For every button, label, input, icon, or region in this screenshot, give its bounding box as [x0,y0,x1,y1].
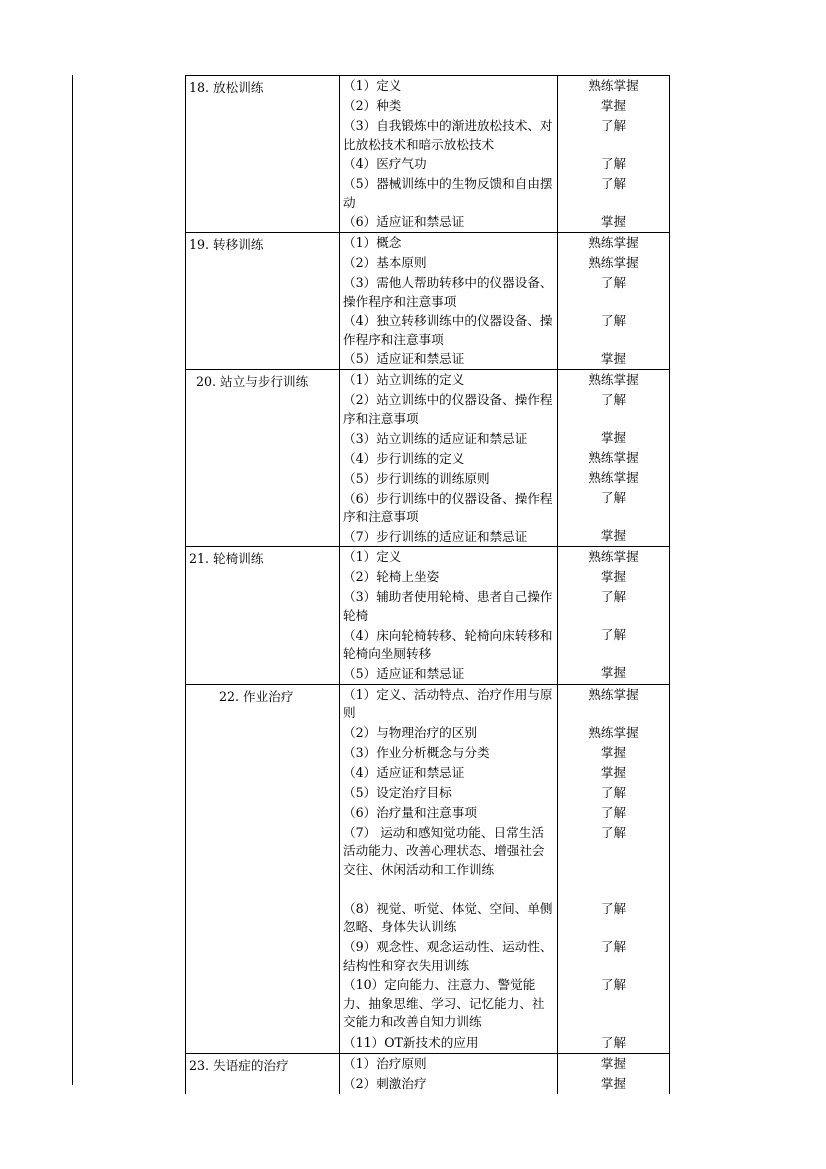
topic-cell [186,1053,340,1094]
requirement-level: 了解 [600,976,627,992]
content-item [340,253,557,273]
content-item [340,311,557,349]
topic-title: 23. 失语症的治疗 [189,1057,289,1073]
requirement-level: 掌握 [600,764,627,780]
content-item-text: （1）概念 [343,234,402,250]
topic-title: 20. 站立与步行训练 [196,374,309,390]
content-item [340,723,557,743]
requirement-level: 熟练掌握 [588,78,639,93]
content-item [340,76,557,96]
topic-cell [186,232,340,369]
content-item-text: （1）定义 [343,78,402,93]
requirement-level: 掌握 [600,1055,627,1071]
content-item-text: （1）站立训练的定义 [343,372,465,388]
content-item-text: （6）步行训练中的仪器设备、操作程序和注意事项 [343,490,553,525]
requirement-cell [558,370,670,547]
requirement-level: 掌握 [600,98,627,113]
content-item-text: （2）轮椅上坐姿 [343,569,440,585]
requirement-level: 了解 [600,274,627,290]
content-cell [340,1053,558,1094]
requirement-level: 掌握 [600,350,627,366]
content-item [340,975,557,1033]
topic-title: 21. 轮椅训练 [189,551,264,567]
requirement-level: 掌握 [600,528,627,544]
content-item-text: （3）自我锻炼中的渐进放松技术、对比放松技术和暗示放松技术 [343,118,553,152]
requirement-cell [558,547,670,684]
requirement-cell [558,684,670,1053]
syllabus-table-body [186,76,670,1094]
content-item-text: （4）医疗气功 [343,156,427,172]
content-cell [340,370,558,547]
content-item-text: （4）步行训练的定义 [343,450,465,466]
section-row [186,547,670,684]
section-row [186,370,670,547]
content-item [340,174,557,212]
content-item [340,349,557,369]
topic-cell [186,547,340,684]
requirement-level: 了解 [600,312,627,328]
requirement-cell [558,76,670,233]
content-item [340,489,557,527]
requirement-level: 掌握 [600,569,627,585]
requirement-level: 了解 [600,176,627,191]
content-item-text: （1）定义、活动特点、治疗作用与原则 [343,686,553,721]
content-item [340,937,557,975]
requirement-level: 熟练掌握 [588,254,639,270]
content-item-text: （5）适应证和禁忌证 [343,351,465,367]
content-item [340,664,557,684]
content-item [340,429,557,449]
requirement-level: 了解 [600,490,627,506]
content-item [340,233,557,253]
content-item-text: （5）设定治疗目标 [343,784,452,800]
requirement-level: 掌握 [600,744,627,760]
requirement-level: 掌握 [600,214,627,229]
content-item-text: （4）独立转移训练中的仪器设备、操作程序和注意事项 [343,313,553,347]
content-item [340,803,557,823]
topic-cell [186,684,340,1053]
topic-title: 19. 转移训练 [189,236,264,252]
requirement-level: 了解 [600,900,627,916]
content-item [340,626,557,664]
content-item-text: （1）定义 [343,549,402,565]
content-item-text: （2）与物理治疗的区别 [343,724,477,740]
content-item [340,212,557,232]
requirement-level: 了解 [600,156,627,171]
content-item [340,273,557,311]
requirement-level: 了解 [600,824,627,840]
section-row [186,684,670,1053]
content-item-text: （6）治疗量和注意事项 [343,804,477,820]
content-item [340,685,557,723]
section-row [186,232,670,369]
requirement-level: 熟练掌握 [588,372,639,388]
content-item [340,587,557,625]
content-item [340,96,557,116]
content-item [340,449,557,469]
content-item [340,1033,557,1053]
content-item [340,1074,557,1094]
content-item-text: （7） 运动和感知觉功能、日常生活活动能力、改善心理状态、增强社会交往、休闲活动和工作训练 [343,824,545,878]
content-item-text: （4）床向轮椅转移、轮椅向床转移和轮椅向坐厕转移 [343,627,553,662]
requirement-level: 熟练掌握 [588,450,639,466]
requirement-cell [558,1053,670,1094]
content-item [340,823,557,899]
content-item-text: （9）观念性、观念运动性、运动性、结构性和穿衣失用训练 [343,939,553,973]
requirement-level: 熟练掌握 [588,470,639,486]
content-item [340,116,557,154]
requirement-level: 了解 [600,118,627,133]
content-item [340,370,557,390]
content-item-text: （2）基本原则 [343,254,427,270]
section-row [186,76,670,233]
content-item [340,899,557,937]
content-item [340,154,557,174]
content-item [340,547,557,567]
content-item-text: （10）定向能力、注意力、警觉能力、抽象思维、学习、记忆能力、社交能力和改善自知力训练 [343,977,545,1030]
content-item-text: （3）需他人帮助转移中的仪器设备、操作程序和注意事项 [343,274,553,309]
syllabus-table [185,75,670,1094]
requirement-level: 了解 [600,938,627,954]
content-item [340,743,557,763]
content-item [340,390,557,428]
requirement-level: 了解 [600,784,627,800]
section-row [186,1053,670,1094]
content-item-text: （2）站立训练中的仪器设备、操作程序和注意事项 [343,392,553,426]
requirement-level: 熟练掌握 [588,234,639,250]
requirement-level: 熟练掌握 [588,549,639,565]
content-item-text: （8）视觉、听觉、体觉、空间、单侧忽略、身体失认训练 [343,900,553,935]
content-item-text: （2）种类 [343,98,402,113]
topic-title: 18. 放松训练 [189,80,264,95]
content-item-text: （7）步行训练的适应证和禁忌证 [343,528,528,544]
content-item-text: （1）治疗原则 [343,1055,427,1071]
requirement-level: 了解 [600,804,627,820]
requirement-level: 熟练掌握 [588,686,639,702]
content-cell [340,547,558,684]
topic-cell [186,370,340,547]
requirement-level: 掌握 [600,430,627,446]
content-item [340,469,557,489]
content-cell [340,76,558,233]
topic-cell [186,76,340,233]
content-cell [340,232,558,369]
content-item-text: （6）适应证和禁忌证 [343,214,465,230]
requirement-level: 熟练掌握 [588,724,639,740]
content-item-text: （3）站立训练的适应证和禁忌证 [343,430,528,446]
content-item [340,783,557,803]
content-item-text: （2）刺激治疗 [343,1075,427,1091]
content-cell [340,684,558,1053]
content-item-text: （3）辅助者使用轮椅、患者自己操作轮椅 [343,589,553,623]
left-margin-line [72,75,73,1085]
requirement-level: 了解 [600,627,627,643]
requirement-level: 掌握 [600,665,627,681]
content-item [340,763,557,783]
requirement-cell [558,232,670,369]
content-item-text: （11）OT新技术的应用 [343,1035,479,1051]
content-item [340,1054,557,1074]
content-item-text: （5）步行训练的训练原则 [343,470,490,486]
requirement-level: 了解 [600,392,627,408]
content-item-text: （5）适应证和禁忌证 [343,665,465,681]
requirement-level: 了解 [600,1034,627,1050]
content-item [340,567,557,587]
content-item-text: （5）器械训练中的生物反馈和自由摆动 [343,176,553,210]
content-item-text: （4）适应证和禁忌证 [343,764,465,780]
content-item-text: （3）作业分析概念与分类 [343,744,490,760]
content-item [340,527,557,547]
requirement-level: 掌握 [600,1075,627,1091]
requirement-level: 了解 [600,589,627,605]
topic-title: 22. 作业治疗 [219,688,294,704]
